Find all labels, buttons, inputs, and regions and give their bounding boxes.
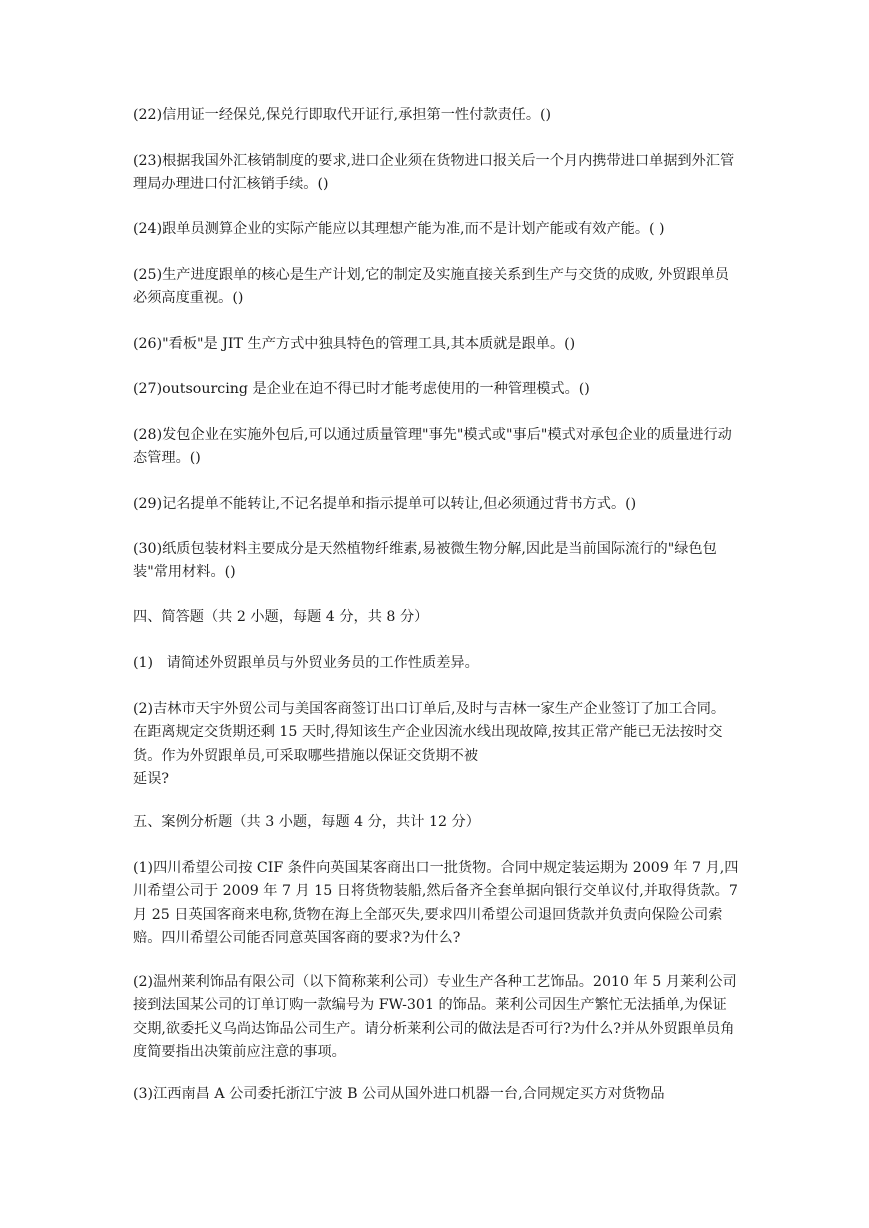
question-27: (27)outsourcing 是企业在迫不得已时才能考虑使用的一种管理模式。() (133, 381, 590, 397)
question-22: (22)信用证一经保兑,保兑行即取代开证行,承担第一性付款责任。() (133, 107, 552, 123)
question-23: (23)根据我国外汇核销制度的要求,进口企业须在货物进口报关后一个月内携带进口单据到外汇管理局办理进口付汇核销手续。() (133, 153, 735, 193)
case-2: (2)温州莱利饰品有限公司（以下简称莱利公司）专业生产各种工艺饰品。2010 年 5 月莱利公司接到法国某公司的订单订购一款编号为 FW-301 的饰品。莱利公司因生产繁忙无法插单,为保证交期,欲委托义乌尚达饰品公司生产。请分析莱利公司的做法是否可行?为什么?并从外贸跟单员角度简要指出决策前应注意的事项。 (133, 974, 737, 1061)
question-30: (30)纸质包装材料主要成分是天然植物纤维素,易被微生物分解,因此是当前国际流行的"绿色包装"常用材料。() (133, 541, 717, 581)
short-answer-1: (1) 请简述外贸跟单员与外贸业务员的工作性质差异。 (133, 655, 479, 671)
question-26: (26)"看板"是 JIT 生产方式中独具特色的管理工具,其本质就是跟单。() (133, 336, 576, 352)
section-heading-case-analysis: 五、案例分析题（共 3 小题，每题 4 分，共计 12 分） (133, 814, 480, 830)
question-24: (24)跟单员测算企业的实际产能应以其理想产能为准,而不是计划产能或有效产能。( ) (133, 221, 665, 237)
question-25: (25)生产进度跟单的核心是生产计划,它的制定及实施直接关系到生产与交货的成败, 外贸跟单员必须高度重视。() (133, 267, 729, 307)
question-29: (29)记名提单不能转让,不记名提单和指示提单可以转让,但必须通过背书方式。() (133, 496, 637, 512)
question-28: (28)发包企业在实施外包后,可以通过质量管理"事先"模式或"事后"模式对承包企业的质量进行动态管理。() (133, 427, 732, 467)
section-heading-short-answer: 四、简答题（共 2 小题，每题 4 分，共 8 分） (133, 609, 429, 625)
case-1: (1)四川希望公司按 CIF 条件向英国某客商出口一批货物。合同中规定装运期为 2009 年 7 月,四川希望公司于 2009 年 7 月 15 日将货物装船,然后备齐全套单据向银行交单议付,并取得货款。7 月 25 日英国客商来电称,货物在海上全部灭失,要求四川希望公司退回货款并负责向保险公司索赔。四川希望公司能否同意英国客商的要求?为什么? (133, 860, 743, 947)
short-answer-2: (2)吉林市天宇外贸公司与美国客商签订出口订单后,及时与吉林一家生产企业签订了加工合同。在距离规定交货期还剩 15 天时,得知该生产企业因流水线出现故障,按其正常产能已无法按时交货。作为外贸跟单员,可采取哪些措施以保证交货期不被 延误? (133, 701, 726, 788)
case-3: (3)江西南昌 A 公司委托浙江宁波 B 公司从国外进口机器一台,合同规定买方对货物品 (133, 1086, 665, 1102)
